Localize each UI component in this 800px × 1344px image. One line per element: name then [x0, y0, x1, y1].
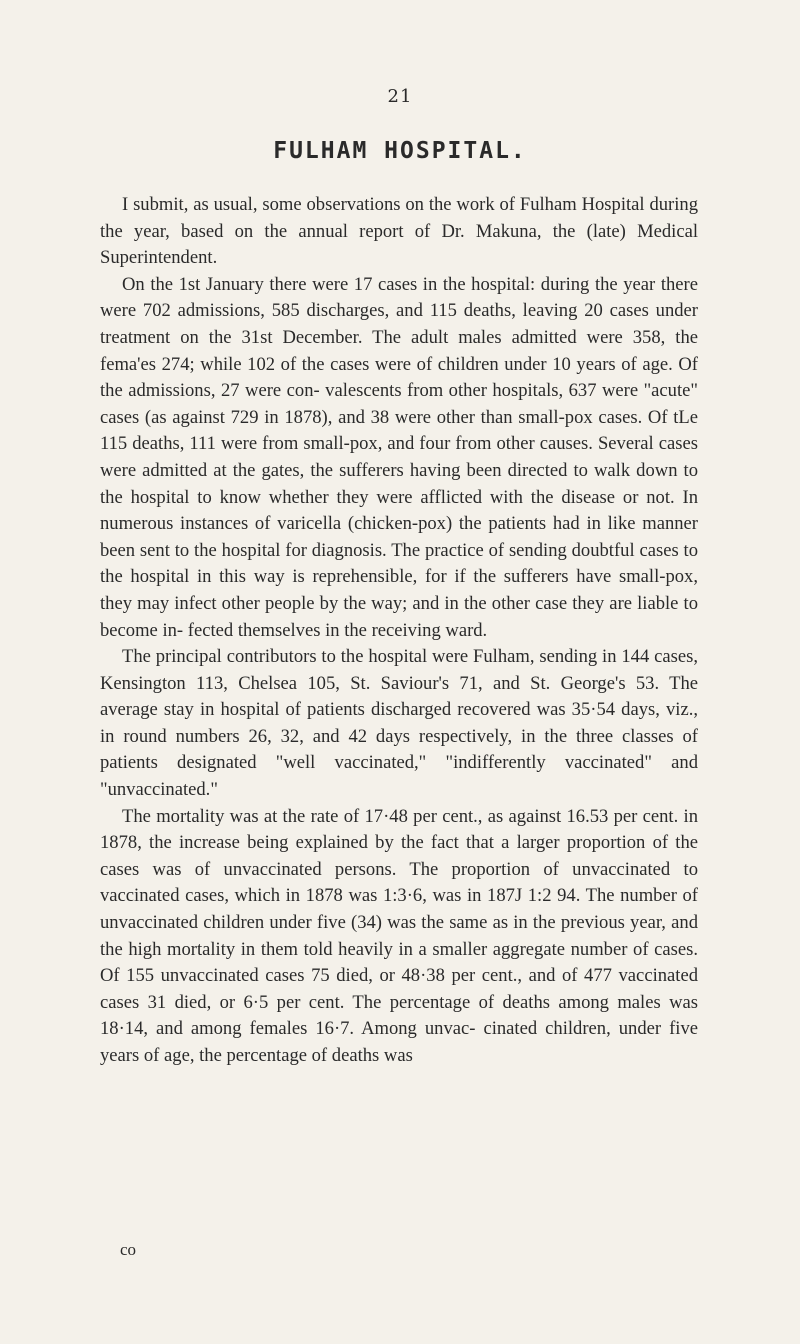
body-text [100, 192, 698, 1070]
page-number: 21 [387, 86, 413, 107]
paragraph-admissions: On the 1st January there were 17 cases in the hospital: during the year there were 702 admissions, 585 discharges, and 115 deaths, leaving 20 cases under treatment on the 31st December. The adult males admitted were 358, the fema'es 274; while 102 of the cases were of children under 10 years of age. Of the admissions, 27 were con- valescents from other hospitals, 637 were "acute" cases (as against 729 in 1878), and 38 were other than small-pox cases. Of tLe 115 deaths, 111 were from small-pox, and four from other causes. Several cases were admitted at the gates, the sufferers having been directed to walk down to the hospital to know whether they were afflicted with the disease or not. In numerous instances of varicella (chicken-pox) the patients had in like manner been sent to the hospital for diagnosis. The practice of sending doubtful cases to the hospital in this way is reprehensible, for if the sufferers have small-pox, they may infect other people by the way; and in the other case they are liable to become in- fected themselves in the receiving ward. [100, 273, 698, 641]
paragraph-intro: I submit, as usual, some observations on the work of Fulham Hospital during the year, based on the annual report of Dr. Makuna, the (late) Medical Superintendent. [100, 194, 698, 269]
paragraph-mortality: The mortality was at the rate of 17·48 per cent., as against 16.53 per cent. in 1878, the increase being explained by the fact that a larger proportion of the cases was of unvaccinated persons. The proportion of unvaccinated to vaccinated cases, which in 1878 was 1:3·6, was in 187J 1:2 94. The number of unvaccinated children under five (34) was the same as in the previous year, and the high mortality in them told heavily in a smaller aggregate number of cases. Of 155 unvaccinated cases 75 died, or 48·38 per cent., and of 477 vaccinated cases 31 died, or 6·5 per cent. The percentage of deaths among males was 18·14, and among females 16·7. Among unvac- cinated children, under five years of age, the percentage of deaths was [100, 805, 698, 1066]
page-title: FULHAM HOSPITAL. [273, 138, 527, 164]
paragraph-contributors: The principal contributors to the hospital were Fulham, sending in 144 cases, Kensington 113, Chelsea 105, St. Saviour's 71, and St. George's 53. The average stay in hospital of patients discharged recovered was 35·54 days, viz., in round numbers 26, 32, and 42 days respectively, in the three classes of patients designated "well vaccinated," "indifferently vaccinated" and "unvaccinated." [100, 646, 698, 801]
catchword: co [120, 1240, 137, 1259]
